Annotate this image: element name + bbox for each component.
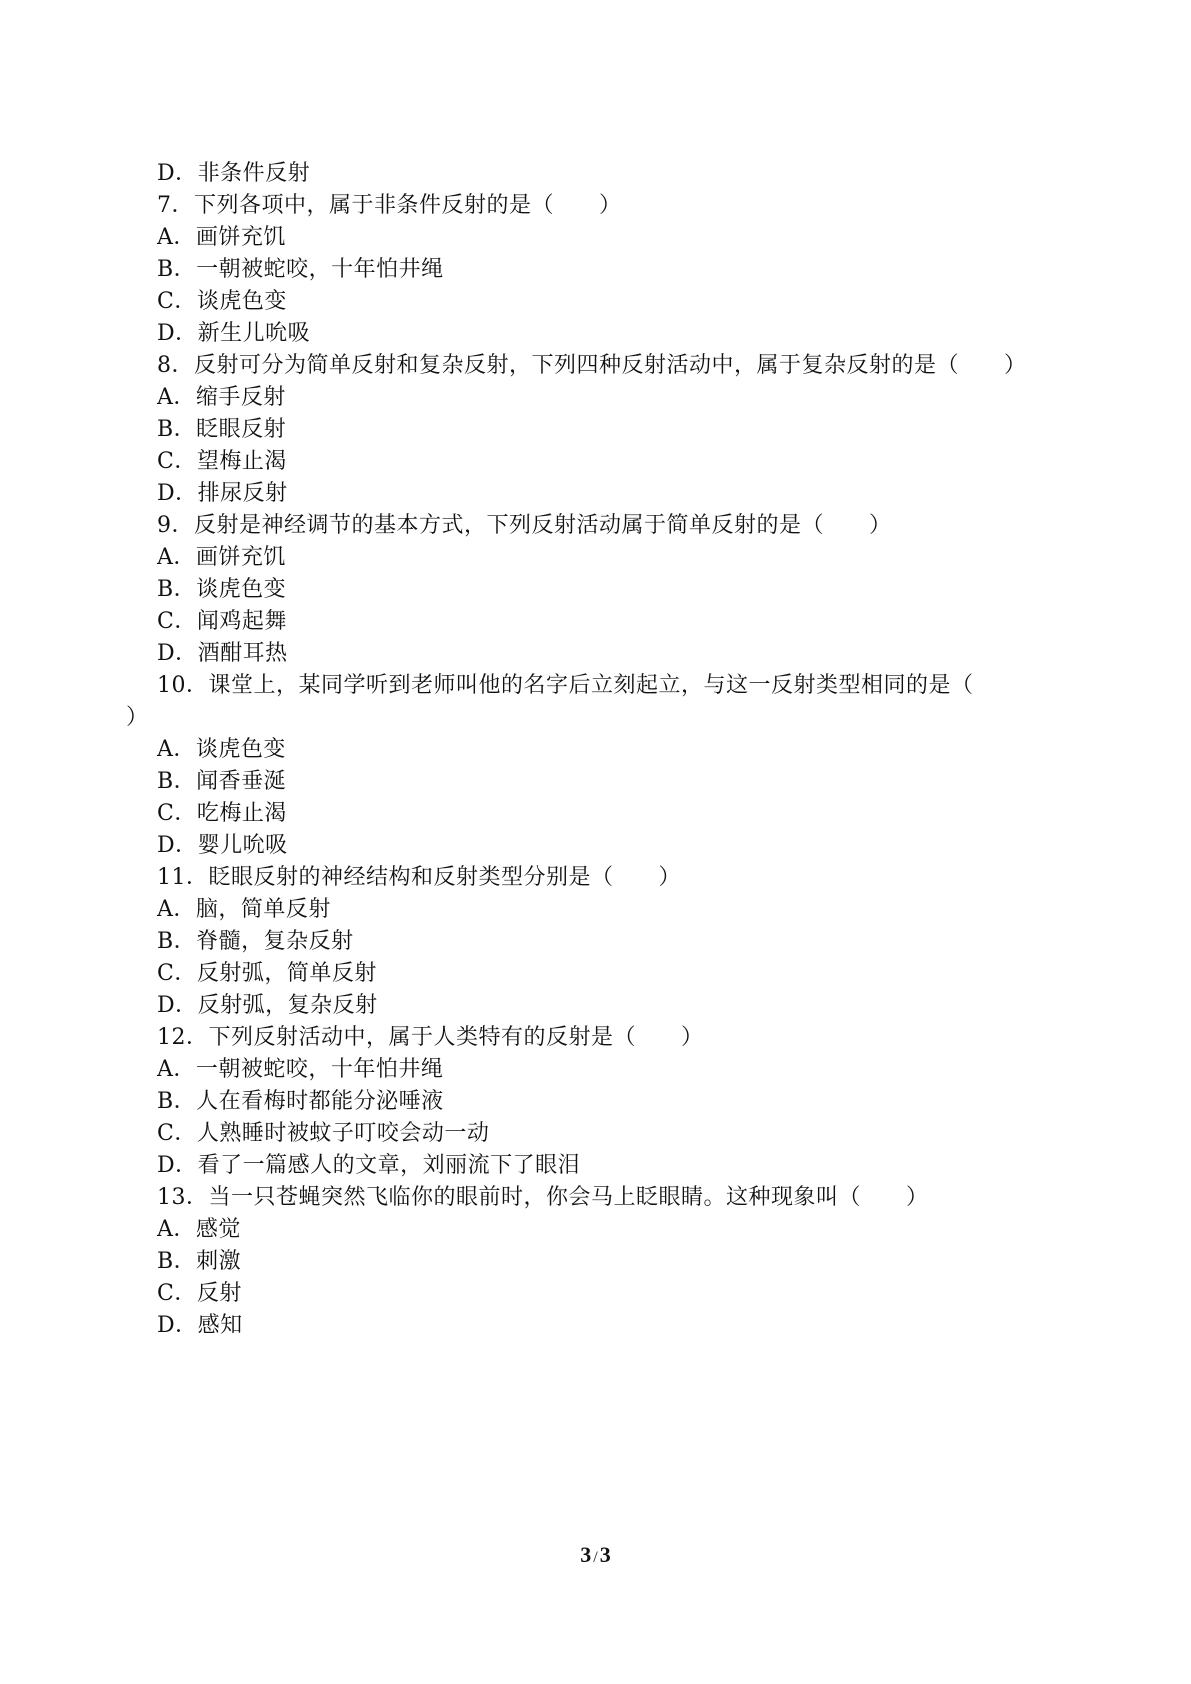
option-line: B．闻香垂涎 (157, 769, 287, 794)
option-line: C．反射 (157, 1281, 242, 1306)
page-number (0, 1542, 1191, 1568)
option-line: C．闻鸡起舞 (157, 609, 287, 634)
option-line: C．反射弧，简单反射 (157, 961, 377, 986)
option-line: D．排尿反射 (157, 481, 288, 506)
option-line: A．谈虎色变 (157, 737, 286, 762)
option-line: C．谈虎色变 (157, 289, 287, 314)
option-line: D．看了一篇感人的文章，刘丽流下了眼泪 (157, 1153, 581, 1178)
question-10: 10．课堂上，某同学听到老师叫他的名字后立刻起立，与这一反射类型相同的是（ (157, 673, 974, 698)
question-10-continuation: ） (126, 705, 149, 730)
option-line: D．婴儿吮吸 (157, 833, 288, 858)
option-line: C．吃梅止渴 (157, 801, 287, 826)
option-line: B．人在看梅时都能分泌唾液 (157, 1089, 444, 1114)
question-7: 7．下列各项中，属于非条件反射的是（ ） (157, 193, 622, 218)
option-line: A．一朝被蛇咬，十年怕井绳 (157, 1057, 444, 1082)
question-8: 8．反射可分为简单反射和复杂反射，下列四种反射活动中，属于复杂反射的是（ ） (157, 353, 1027, 378)
option-line: A．缩手反射 (157, 385, 286, 410)
page-separator: / (593, 1549, 598, 1566)
option-line: B．眨眼反射 (157, 417, 287, 442)
question-9: 9．反射是神经调节的基本方式，下列反射活动属于简单反射的是（ ） (157, 513, 892, 538)
option-line: B．谈虎色变 (157, 577, 287, 602)
option-line: B．一朝被蛇咬，十年怕井绳 (157, 257, 444, 282)
option-line: A．脑，简单反射 (157, 897, 331, 922)
option-line: D．非条件反射 (157, 161, 311, 186)
question-13: 13．当一只苍蝇突然飞临你的眼前时，你会马上眨眼睛。这种现象叫（ ） (157, 1185, 929, 1210)
question-12: 12．下列反射活动中，属于人类特有的反射是（ ） (157, 1025, 704, 1050)
page-total: 3 (599, 1542, 611, 1567)
option-line: D．感知 (157, 1313, 243, 1338)
question-11: 11．眨眼反射的神经结构和反射类型分别是（ ） (157, 865, 681, 890)
page-current: 3 (580, 1542, 592, 1567)
option-line: A．画饼充饥 (157, 225, 286, 250)
option-line: B．脊髓，复杂反射 (157, 929, 354, 954)
option-line: D．酒酣耳热 (157, 641, 288, 666)
option-line: A．感觉 (157, 1217, 241, 1242)
option-line: D．新生儿吮吸 (157, 321, 311, 346)
option-line: C．人熟睡时被蚊子叮咬会动一动 (157, 1121, 490, 1146)
question-list (126, 158, 1076, 1342)
option-line: A．画饼充饥 (157, 545, 286, 570)
option-line: C．望梅止渴 (157, 449, 287, 474)
option-line: B．刺激 (157, 1249, 242, 1274)
option-line: D．反射弧，复杂反射 (157, 993, 378, 1018)
